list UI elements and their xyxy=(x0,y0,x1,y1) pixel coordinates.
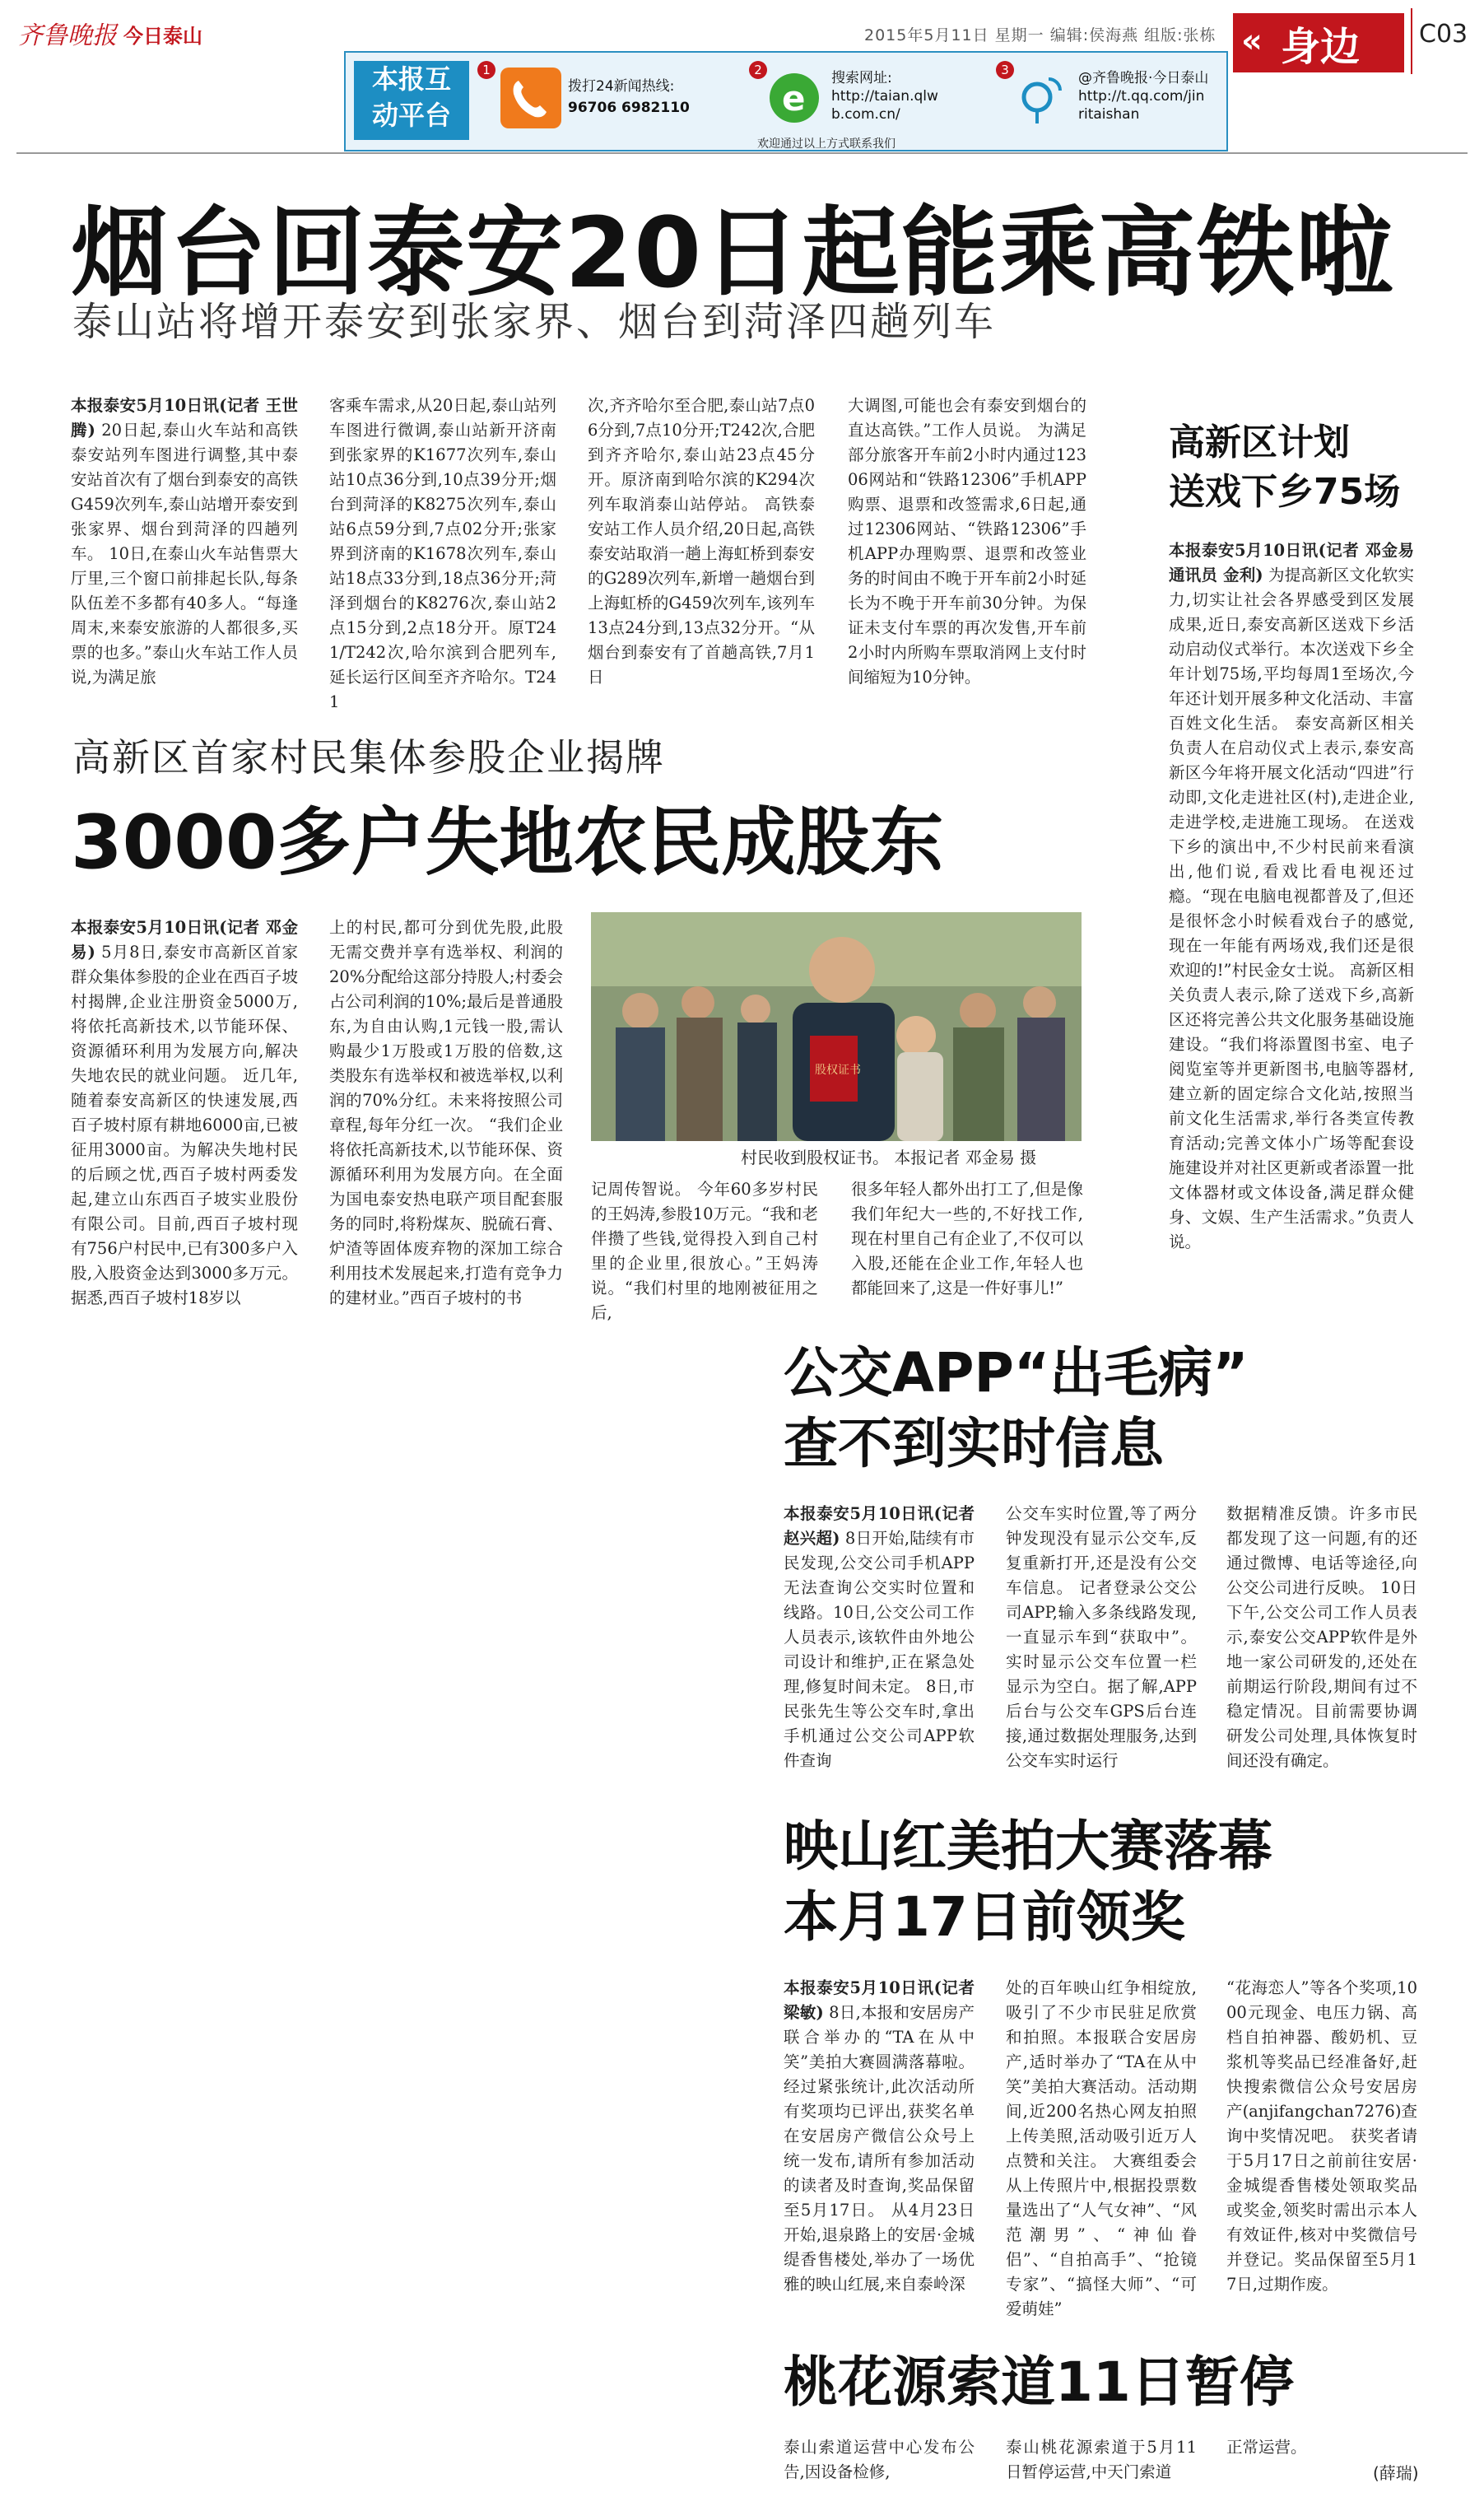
article1-column-3: 次,齐齐哈尔至合肥,泰山站7点06分到,7点10分开;T242次,合肥到齐齐哈尔,泰山站23点45分开。原济南到哈尔滨的K294次列车取消泰山站停站。 高铁泰安站工作人员介绍,20日起,高铁泰安站取消一趟上海虹桥到泰安的G289次列车,新增一趟烟台到上海虹桥的G459次列车,该列车13点24分到,13点32分开。“从烟台到泰安有了首趟高铁,7月1日 xyxy=(588,396,815,687)
weibo-label: @齐鲁晚报·今日泰山 xyxy=(1078,70,1209,86)
article1-column-1 xyxy=(71,394,298,687)
article4-column-3: “花海恋人”等各个奖项,1000元现金、电压力锅、高档自拍神器、酸奶机、豆浆机等奖品已经准备好,赶快搜索微信公众号安居房产(anjifangchan7276)查询中奖情况吧。 获奖者请于5月17日之前前往安居·金城缇香售楼处领取奖品或奖金,领奖时需出示本人有效证件,核对中奖微信号并登记。奖品保留至5月17日,过期作废。 xyxy=(1226,1978,1417,2294)
article1-column-4: 大调图,可能也会有泰安到烟台的直达高铁。”工作人员说。 为满足部分旅客开车前2小时内通过12306网站和“铁路12306”手机APP购票、退票和改签需求,6日起,通过12306网站、“铁路12306”手机APP办理购票、退票和改签业务的时间由不晚于开车前2小时延长为不晚于开车前30分钟。为保证未支付车票的再次发售,开车前2小时内所购车票取消网上支付时间缩短为10分钟。 xyxy=(848,396,1086,687)
article4-headline xyxy=(784,1811,1272,1953)
chevron-left-icon: « xyxy=(1241,22,1263,60)
section-badge xyxy=(1233,13,1404,72)
article2-column-1 xyxy=(71,915,298,1325)
page-number: C03 xyxy=(1419,20,1468,49)
section-name: 身边 xyxy=(1281,23,1361,70)
sidebar-headline-line2: 送戏下乡75场 xyxy=(1169,471,1401,513)
weibo-icon xyxy=(1011,68,1072,128)
item-number-1: 1 xyxy=(477,61,495,79)
article2-column-3: 记周传智说。 今年60多岁村民的王妈涛,参股10万元。“我和老伴攒了些钱,觉得投入到自己村里的企业里,很放心。”王妈涛说。“我们村里的地刚被征用之后, xyxy=(591,1180,818,1322)
photo-caption: 村民收到股权证书。 本报记者 邓金易 摄 xyxy=(741,1148,1037,1167)
article2-col1-text: 5月8日,泰安市高新区首家群众集体参股的企业在西百子坡村揭牌,企业注册资金5000万,将依托高新技术,以节能环保、资源循环利用为发展方向,解决失地农民的就业问题。 近几年,随着泰安高新区的快速发展,西百子坡村原有耕地6000亩,已被征用3000亩。为解决失地村民的后顾之忧,西百子坡村两委发起,建立山东西百子坡实业股份有限公司。目前,西百子坡村现有756户村民中,已有300多户入股,入股资金达到3000多万元。 据悉,西百子坡村18岁以 xyxy=(71,943,299,1307)
villager-photo xyxy=(591,912,1082,1141)
interaction-bar xyxy=(344,51,1228,151)
article2-kicker: 高新区首家村民集体参股企业揭牌 xyxy=(72,735,665,780)
phone-icon xyxy=(500,68,561,128)
interaction-bar-title xyxy=(354,61,469,140)
hotline-label: 拨打24新闻热线: xyxy=(568,78,675,95)
browser-icon xyxy=(764,68,825,128)
sidebar-headline-line1: 高新区计划 xyxy=(1169,422,1350,464)
article5-column-1: 泰山索道运营中心发布公告,因设备检修, xyxy=(784,2438,975,2481)
article3-col1-text: 8日开始,陆续有市民发现,公交公司手机APP无法查询公交实时位置和线路。10日,公交公司工作人员表示,该软件由外地公司设计和维护,正在紧急处理,修复时间未定。 8日,市民张先生等公交车时,拿出手机通过公交公司APP软件查询 xyxy=(784,1529,975,1770)
header-divider xyxy=(1411,8,1412,74)
item-number-3: 3 xyxy=(996,61,1014,79)
article4-column-1 xyxy=(784,1976,975,2322)
article2-byline: 本报泰安5月10日讯(记者 邓金易) xyxy=(71,918,298,962)
article3-column-1 xyxy=(784,1502,975,1773)
masthead-logo: 齐鲁晚报 xyxy=(18,21,117,50)
weibo-url-line1: http://t.qq.com/jin xyxy=(1078,88,1205,105)
article5-signature: (薛瑞) xyxy=(1373,2463,1419,2483)
sidebar-byline: 本报泰安5月10日讯(记者 邓金易 通讯员 金利) xyxy=(1169,541,1414,585)
website-url-line1: http://taian.qlw xyxy=(831,88,938,105)
article2-headline: 3000多户失地农民成股东 xyxy=(71,799,944,886)
website-url-line2: b.com.cn/ xyxy=(831,106,900,123)
article3-headline xyxy=(784,1338,1249,1479)
article3-column-2: 公交车实时位置,等了两分钟发现没有显示公交车,反复重新打开,还是没有公交车信息。 记者登录公交公司APP,输入多条线路发现,一直显示车到“获取中”。实时显示公交车位置一栏显示为空白。据了解,APP后台与公交车GPS后台连接,通过数据处理服务,达到公交车实时运行 xyxy=(1006,1504,1197,1770)
item-number-2: 2 xyxy=(749,61,767,79)
article1-headline: 烟台回泰安20日起能乘高铁啦 xyxy=(71,196,1395,310)
article2-column-4: 很多年轻人都外出打工了,但是像我们年纪大一些的,不好找工作,现在村里自己有企业了,不仅可以入股,还能在企业工作,年轻人也都能回来了,这是一件好事儿!” xyxy=(851,1180,1083,1297)
article1-subhead: 泰山站将增开泰安到张家界、烟台到菏泽四趟列车 xyxy=(72,299,997,345)
article2-column-2: 上的村民,都可分到优先股,此股无需交费并享有选举权、利润的20%分配给这部分持股人;村委会占公司利润的10%;最后是普通股东,为自由认购,1元钱一股,需认购最少1万股或1万股的倍数,这类股东有选举权和被选举权,以利润的70%分红。未来将按照公司章程,每年分红一次。 “我们企业将依托高新技术,以节能环保、资源循环利用为发展方向。在全面为国电泰安热电联产项目配套服务的同时,将粉煤灰、脱硫石膏、炉渣等固体废弃物的深加工综合利用技术发展起来,打造有竞争力的建材业。”西百子坡村的书 xyxy=(329,918,563,1307)
article3-byline: 本报泰安5月10日讯(记者 赵兴超) xyxy=(784,1504,975,1548)
sidebar-text: 为提高新区文化软实力,切实让社会各界感受到区发展成果,近日,泰安高新区送戏下乡活动启动仪式举行。本次送戏下乡全年计划75场,平均每周1至场次,今年还计划开展多种文化活动、丰富百姓文化生活。 泰安高新区相关负责人在启动仪式上表示,泰安高新区今年将开展文化活动“四进”行动即,文化走进社区(村),走进企业,走进学校,走进施工现场。 在送戏下乡的演出中,不少村民前来看演出,他们说,看戏比看电视还过瘾。“现在电脑电视都普及了,但还是很怀念小时候看戏台子的感觉,现在一年能有两场戏,我们还是很欢迎的!”村民金女士说。 高新区相关负责人表示,除了送戏下乡,高新区还将完善公共文化服务基础设施建设。“我们将添置图书室、电子阅览室等并更新图书,电脑等器材,建立新的固定综合文化站,按照当前文化生活需求,举行各类宣传教育活动;完善文体小广场等配套设施建设并对社区更新或者添置一批文体器材或文体设备,满足群众健身、文娱、生产生活需求。”负责人说。 xyxy=(1169,566,1414,1251)
article4-byline: 本报泰安5月10日讯(记者 梁敏) xyxy=(784,1978,975,2022)
article3-column-3: 数据精准反馈。许多市民都发现了这一问题,有的还通过微博、电话等途径,向公交公司进行反映。 10日下午,公交公司工作人员表示,泰安公交APP软件是外地一家公司研发的,还处在前期运行阶段,期间有过不稳定情况。目前需要协调研发公司处理,具体恢复时间还没有确定。 xyxy=(1226,1504,1417,1770)
certificate-text: 股权证书 xyxy=(815,1064,861,1077)
interaction-title-line1: 本报互 xyxy=(371,63,451,95)
sidebar-body xyxy=(1169,538,1414,1271)
column-name: 今日泰山 xyxy=(123,25,202,48)
article4-column-2: 处的百年映山红争相绽放,吸引了不少市民驻足欣赏和拍照。本报联合安居房产,适时举办了“TA在从中笑”美拍大赛活动。活动期间,近200名热心网友拍照上传美照,活动吸引近万人点赞和关注。 大赛组委会从上传照片中,根据投票数量选出了“人气女神”、“风范潮男”、“神仙眷侣”、“自拍高手”、“抢镜专家”、“搞怪大师”、“可爱萌娃” xyxy=(1006,1978,1197,2318)
article5-column-2: 泰山桃花源索道于5月11日暂停运营,中天门索道 xyxy=(1006,2438,1197,2481)
header-rule xyxy=(16,152,1468,154)
hotline-numbers: 96706 6982110 xyxy=(568,100,690,116)
website-item xyxy=(749,61,971,135)
article1-column-2: 客乘车需求,从20日起,泰山站列车图进行微调,泰山站新开济南到张家界的K1677次列车,泰山站10点36分到,10点39分开;烟台到菏泽的K8275次列车,泰山站6点59分到,7点02分开;张家界到济南的K1678次列车,泰山站18点33分到,18点36分开;菏泽到烟台的K8276次,泰山站2点15分到,2点18分开。原T241/T242次,哈尔滨到合肥列车,延长运行区间至齐齐哈尔。T241 xyxy=(329,396,556,711)
interaction-footer: 欢迎通过以上方式联系我们 xyxy=(757,137,896,151)
article1-col1-text: 20日起,泰山火车站和高铁泰安站列车图进行调整,其中泰安站首次有了烟台到泰安的高铁G459次列车,泰山站增开泰安到张家界、烟台到菏泽的四趟列车。 10日,在泰山火车站售票大厅里,三个窗口前排起长队,每条队伍差不多都有40多人。“每逢周末,来泰安旅游的人都很多,买票的也多。”泰山火车站工作人员说,为满足旅 xyxy=(71,421,298,687)
svg-text:e: e xyxy=(782,78,806,119)
article3-headline-line1: 公交APP“出毛病” xyxy=(784,1341,1249,1405)
dateline: 2015年5月11日 星期一 编辑:侯海燕 组版:张栋 xyxy=(864,26,1217,44)
article4-headline-line2: 本月17日前领奖 xyxy=(784,1885,1185,1949)
article5-column-3: 正常运营。 xyxy=(1226,2438,1307,2457)
article4-headline-line1: 映山红美拍大赛落幕 xyxy=(784,1815,1272,1878)
hotline-item xyxy=(477,61,716,135)
weibo-url-line2: ritaishan xyxy=(1078,106,1140,123)
sidebar-headline xyxy=(1169,418,1400,517)
article1-byline: 本报泰安5月10日讯(记者 王世腾) xyxy=(71,396,298,440)
article5-headline: 桃花源索道11日暂停 xyxy=(784,2350,1294,2414)
article3-headline-line2: 查不到实时信息 xyxy=(784,1412,1164,1475)
website-label: 搜索网址: xyxy=(831,70,892,86)
interaction-title-line2: 动平台 xyxy=(371,100,451,131)
weibo-item xyxy=(996,61,1218,135)
article4-col1-text: 8日,本报和安居房产联合举办的“TA在从中笑”美拍大赛圆满落幕啦。经过紧张统计,此次活动所有奖项均已评出,获奖名单在安居房产微信公众号上统一发布,请所有参加活动的读者及时查询,奖品保留至5月17日。 从4月23日开始,退泉路上的安居·金城缇香售楼处,举办了一场优雅的映山红展,来自泰岭深 xyxy=(784,2003,975,2294)
